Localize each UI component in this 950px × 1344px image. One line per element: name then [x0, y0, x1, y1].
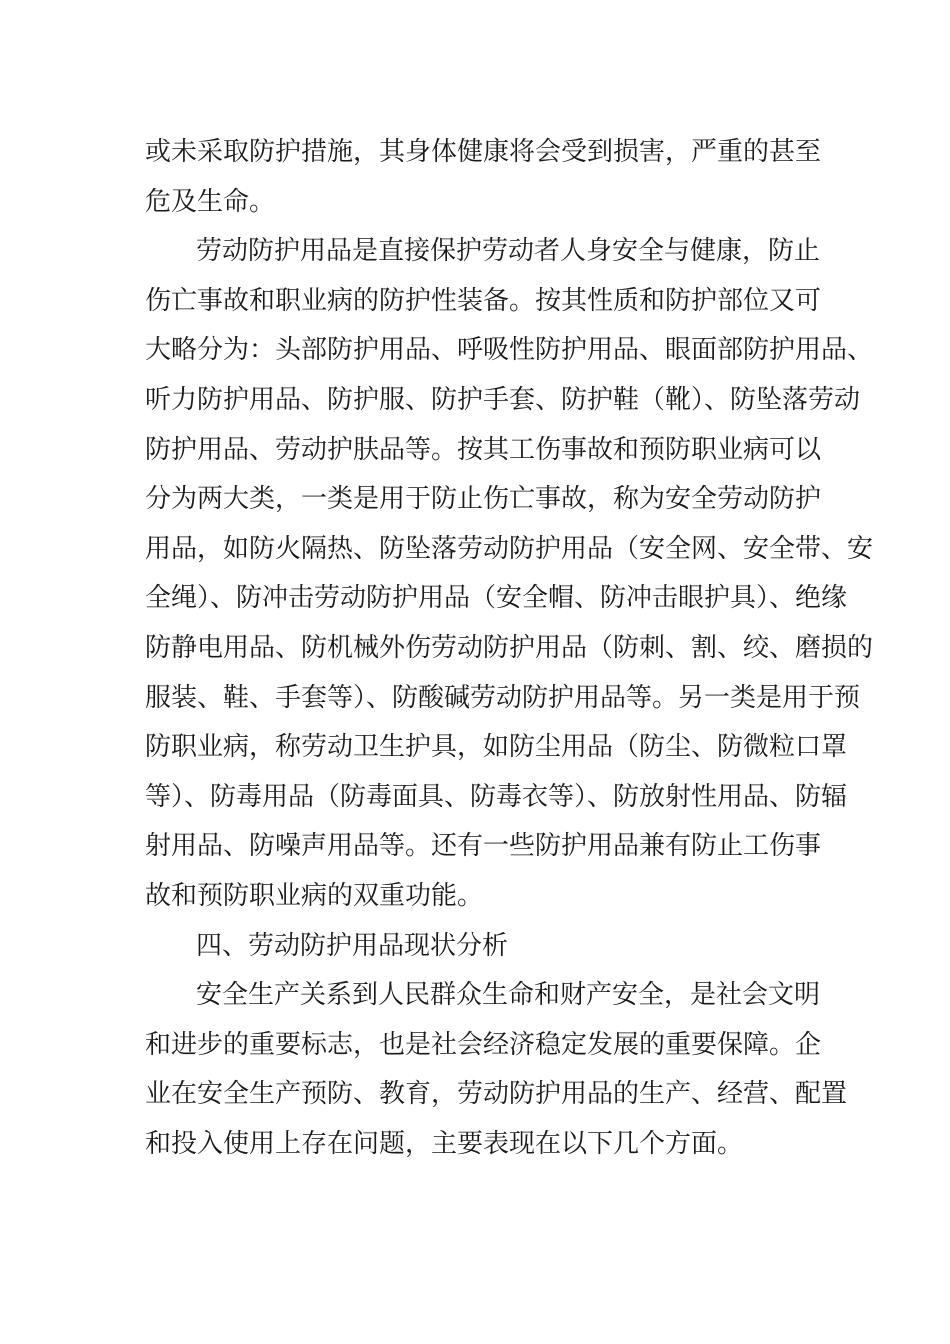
text-line: 等）、防毒用品（防毒面具、防毒衣等）、防放射性用品、防辐	[145, 781, 848, 812]
text-line: 用品，如防火隔热、防坠落劳动防护用品（安全网、安全带、安	[145, 533, 874, 564]
text-line: 故和预防职业病的双重功能。	[145, 880, 484, 911]
text-line: 射用品、防噪声用品等。还有一些防护用品兼有防止工伤事	[145, 831, 822, 862]
text-line: 劳动防护用品是直接保护劳动者人身安全与健康，防止	[196, 236, 821, 267]
text-line: 服装、鞋、手套等）、防酸碱劳动防护用品等。另一类是用于预	[145, 682, 861, 713]
paragraph-current-status	[145, 971, 848, 1169]
text-line: 危及生命。	[145, 186, 276, 217]
text-line: 防护用品、劳动护肤品等。按其工伤事故和预防职业病可以	[145, 434, 822, 465]
text-line: 或未采取防护措施，其身体健康将会受到损害，严重的甚至	[145, 137, 822, 167]
text-line: 业在安全生产预防、教育，劳动防护用品的生产、经营、配置	[145, 1079, 848, 1110]
document-body	[145, 128, 874, 1169]
text-line: 伤亡事故和职业病的防护性装备。按其性质和防护部位又可	[145, 285, 822, 316]
text-line: 安全生产关系到人民群众生命和财产安全，是社会文明	[196, 980, 821, 1011]
text-line: 听力防护用品、防护服、防护手套、防护鞋（靴）、防坠落劳动	[145, 384, 861, 415]
text-line: 大略分为：头部防护用品、呼吸性防护用品、眼面部防护用品、	[145, 335, 874, 366]
text-line: 分为两大类，一类是用于防止伤亡事故，称为安全劳动防护	[145, 484, 822, 515]
section-heading	[145, 922, 807, 972]
paragraph-protective-equipment-types	[145, 227, 874, 921]
text-line: 防静电用品、防机械外伤劳动防护用品（防刺、割、绞、磨损的	[145, 632, 874, 663]
text-line: 和投入使用上存在问题，主要表现在以下几个方面。	[145, 1128, 744, 1159]
paragraph-continued	[145, 128, 822, 227]
section-heading-text: 四、劳动防护用品现状分析	[196, 930, 509, 961]
text-line: 全绳）、防冲击劳动防护用品（安全帽、防冲击眼护具）、绝缘	[145, 583, 848, 614]
text-line: 防职业病，称劳动卫生护具，如防尘用品（防尘、防微粒口罩	[145, 732, 848, 763]
text-line: 和进步的重要标志，也是社会经济稳定发展的重要保障。企	[145, 1029, 822, 1060]
